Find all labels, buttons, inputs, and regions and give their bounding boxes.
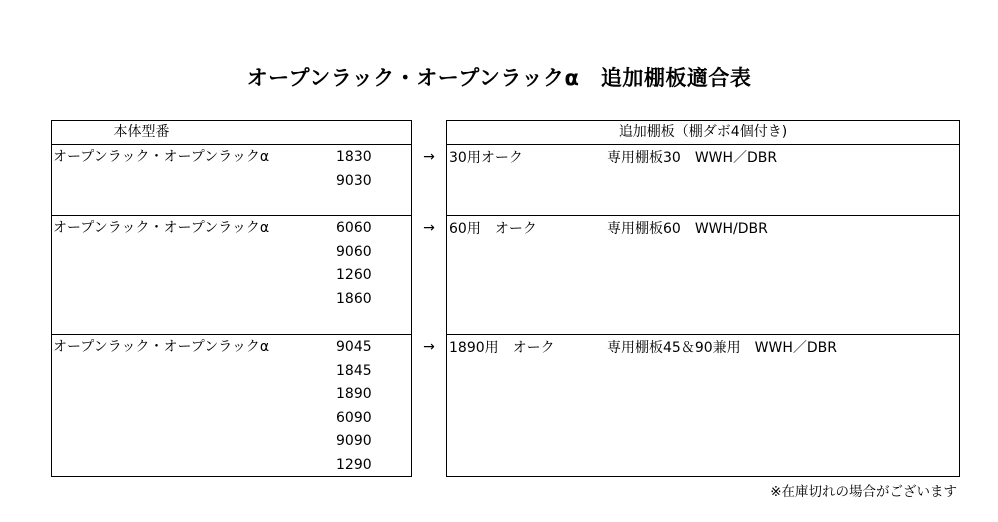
model-code: 1290	[336, 456, 372, 473]
shelf-spec: 専用棚板30 WWH／DBR	[607, 150, 778, 166]
model-codes	[336, 146, 372, 193]
model-name: オープンラック・オープンラックα	[53, 149, 270, 165]
model-name: オープンラック・オープンラックα	[53, 220, 270, 236]
model-code: 9045	[336, 339, 372, 355]
shelf-info	[449, 337, 837, 359]
arrow-icon: →	[423, 339, 435, 355]
model-table-header: 本体型番	[52, 121, 411, 145]
arrow-icon: →	[423, 149, 435, 165]
shelf-row-3	[447, 335, 959, 476]
shelf-name: 30用オーク	[449, 150, 523, 166]
stock-note: ※在庫切れの場合がございます	[770, 484, 957, 500]
model-code: 6090	[336, 409, 372, 426]
model-code: 1260	[336, 267, 372, 283]
model-table	[51, 120, 412, 477]
shelf-table-header: 追加棚板（棚ダボ4個付き)	[447, 121, 959, 145]
model-code: 9030	[336, 172, 372, 189]
model-code: 9090	[336, 433, 372, 449]
model-code: 1830	[336, 149, 372, 165]
model-code: 1860	[336, 290, 372, 307]
model-codes	[336, 217, 372, 311]
model-code: 1845	[336, 362, 372, 379]
model-code: 6060	[336, 220, 372, 236]
model-codes	[336, 336, 372, 477]
model-row-2	[52, 216, 411, 335]
shelf-info	[449, 218, 768, 240]
arrow-icon: →	[423, 220, 435, 236]
page-title: オープンラック・オープンラックα 追加棚板適合表	[246, 66, 752, 90]
model-row-3	[52, 335, 411, 476]
model-code: 1890	[336, 386, 372, 402]
shelf-name: 60用 オーク	[449, 221, 537, 237]
shelf-info	[449, 147, 777, 169]
model-name: オープンラック・オープンラックα	[53, 339, 270, 355]
shelf-row-2	[447, 216, 959, 335]
shelf-spec: 専用棚板45＆90兼用 WWH／DBR	[607, 340, 837, 356]
shelf-row-1	[447, 145, 959, 216]
shelf-name: 1890用 オーク	[449, 340, 555, 356]
model-row-1	[52, 145, 411, 216]
shelf-table	[446, 120, 960, 477]
shelf-spec: 専用棚板60 WWH/DBR	[607, 221, 768, 237]
model-code: 9060	[336, 243, 372, 260]
